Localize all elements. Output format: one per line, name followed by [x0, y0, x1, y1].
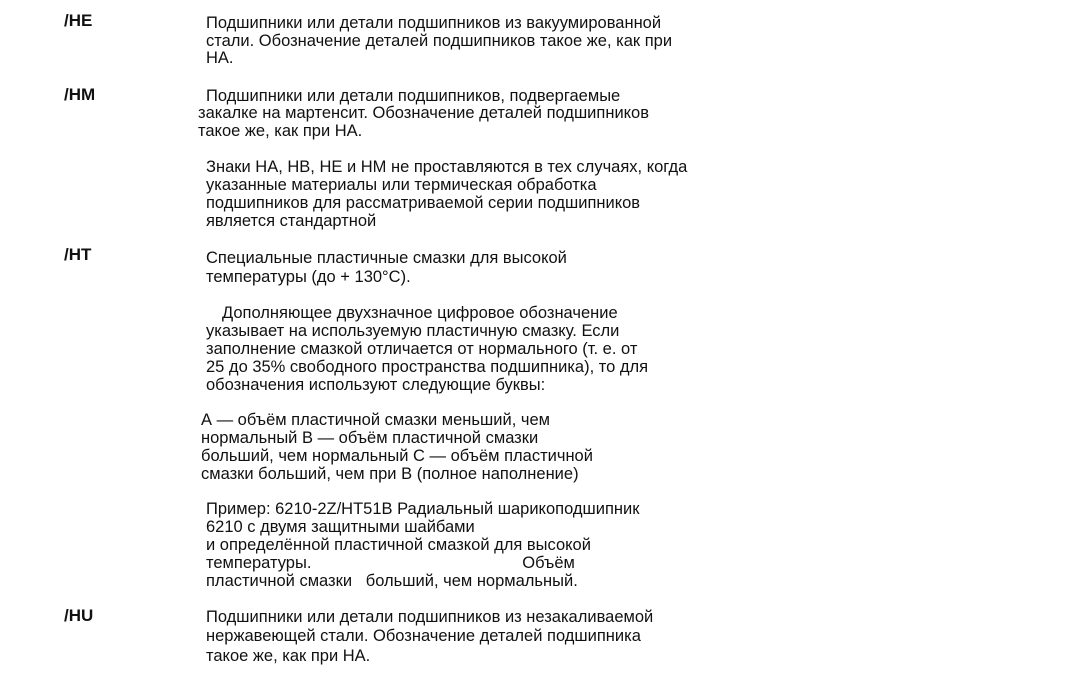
hu-line-1: Подшипники или детали подшипников из незакаливаемой — [206, 608, 654, 626]
letters-line-2: нормальный В — объём пластичной смазки — [201, 429, 539, 447]
letters-line-1: А — объём пластичной смазки меньший, чем — [201, 411, 550, 429]
hm-line-3: такое же, как при НА. — [198, 122, 363, 140]
hm-line-2: закалке на мартенсит. Обозначение деталей подшипников — [198, 104, 650, 122]
example-line-2: 6210 с двумя защитными шайбами — [206, 518, 475, 536]
hu-line-2: нержавеющей стали. Обозначение деталей подшипника — [206, 627, 641, 645]
example-line-4: температуры. Объём — [206, 554, 575, 572]
ht-line-1: Специальные пластичные смазки для высокой — [206, 249, 567, 267]
grease-line-1: Дополняющее двухзначное цифровое обозначение — [222, 304, 618, 322]
note-line-4: является стандартной — [206, 212, 377, 230]
hu-line-3: такое же, как при НА. — [206, 647, 371, 665]
code-hm: /HM — [64, 85, 96, 104]
he-line-1: Подшипники или детали подшипников из вакуумированной — [206, 14, 662, 32]
ht-line-2: температуры (до + 130°С). — [206, 268, 411, 286]
letters-line-3: больший, чем нормальный С — объём пластичной — [201, 447, 593, 465]
hm-line-1: Подшипники или детали подшипников, подвергаемые — [206, 87, 621, 105]
code-he: /HE — [64, 11, 93, 30]
example-line-5: пластичной смазки больший, чем нормальный. — [206, 572, 578, 590]
note-line-1: Знаки НА, НВ, НЕ и НМ не проставляются в тех случаях, когда — [206, 158, 688, 176]
code-hu: /HU — [64, 606, 94, 625]
he-line-2: стали. Обозначение деталей подшипников такое же, как при — [206, 32, 673, 50]
note-line-3: подшипников для рассматриваемой серии подшипников — [206, 194, 641, 212]
he-line-3: НА. — [206, 49, 234, 67]
grease-line-2: указывает на используемую пластичную смазку. Если — [206, 322, 620, 340]
grease-line-4: 25 до 35% свободного пространства подшипника), то для — [206, 358, 649, 376]
grease-line-3: заполнение смазкой отличается от нормального (т. е. от — [206, 340, 638, 358]
note-line-2: указанные материалы или термическая обработка — [206, 176, 597, 194]
example-line-3: и определённой пластичной смазкой для высокой — [206, 536, 591, 554]
code-ht: /HT — [64, 245, 92, 264]
grease-line-5: обозначения используют следующие буквы: — [206, 376, 546, 394]
example-line-1: Пример: 6210-2Z/HT51B Радиальный шарикоподшипник — [206, 500, 640, 518]
letters-line-4: смазки больший, чем при В (полное наполнение) — [201, 465, 579, 483]
